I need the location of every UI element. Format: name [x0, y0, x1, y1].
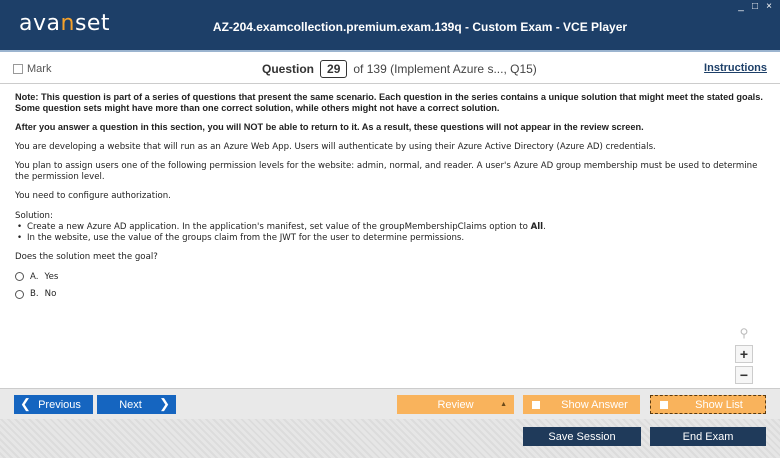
previous-label: Previous	[38, 398, 81, 411]
minimize-icon[interactable]: _	[738, 1, 744, 12]
chevron-left-icon: ❮	[20, 396, 31, 411]
question-paragraph-2: You plan to assign users one of the following permission levels for the website: admin, normal, and reader. A user's Azure AD group membership must be used to determine the permission level.	[15, 161, 758, 182]
review-button[interactable]	[397, 395, 514, 414]
window-controls	[736, 2, 774, 12]
answer-option-a[interactable]	[15, 272, 764, 283]
question-number-input[interactable]: 29	[320, 60, 347, 78]
checkbox-icon[interactable]	[660, 401, 668, 409]
next-button[interactable]	[97, 395, 176, 414]
previous-button[interactable]	[14, 395, 93, 414]
radio-icon[interactable]	[15, 272, 24, 281]
question-paragraph-3: You need to configure authorization.	[15, 191, 171, 201]
question-paragraph-1: You are developing a website that will run as an Azure Web App. Users will authenticate by using their Azure Active Directory (Azure AD) credentials.	[15, 141, 656, 152]
checkbox-icon[interactable]	[532, 401, 540, 409]
radio-icon[interactable]	[15, 290, 24, 299]
question-prompt: Does the solution meet the goal?	[15, 252, 158, 262]
solution-bullet-2: • In the website, use the value of the groups claim from the JWT for the user to determine permissions.	[15, 233, 764, 244]
option-letter: B.	[30, 289, 39, 299]
answer-option-b[interactable]	[15, 289, 764, 300]
solution-list	[15, 222, 764, 243]
question-warning: After you answer a question in this section, you will NOT be able to return to it. As a result, these questions will not appear in the review screen.	[15, 122, 644, 132]
zoom-in-button[interactable]: +	[735, 345, 753, 363]
zoom-tools	[735, 326, 753, 384]
question-content	[0, 84, 780, 388]
mark-label: Mark	[27, 63, 52, 75]
zoom-out-button[interactable]: −	[735, 366, 753, 384]
maximize-icon[interactable]: □	[751, 1, 759, 12]
question-note: Note: This question is part of a series of questions that present the same scenario. Each question in the series contains a unique solution that might meet the stated goals. Some question sets might have more than one correct solution, while others might not have a correct solution.	[15, 92, 763, 113]
window-title: AZ-204.examcollection.premium.exam.139q - Custom Exam - VCE Player	[212, 20, 628, 34]
end-exam-button[interactable]: End Exam	[650, 427, 766, 446]
show-answer-label: Show Answer	[561, 398, 628, 411]
title-bar	[0, 0, 780, 52]
question-header	[0, 54, 780, 84]
question-of-text: of 139 (Implement Azure s..., Q15)	[353, 62, 537, 76]
solution-block	[15, 211, 764, 244]
avanset-logo: avanset	[19, 11, 111, 36]
mark-checkbox[interactable]	[13, 63, 51, 75]
zoom-search-icon: ⚲	[739, 326, 749, 340]
checkbox-icon[interactable]	[13, 64, 23, 74]
option-text: Yes	[44, 271, 59, 282]
next-label: Next	[119, 398, 142, 411]
triangle-up-icon: ▲	[500, 401, 507, 408]
review-label: Review	[437, 398, 474, 411]
instructions-link[interactable]: Instructions	[704, 62, 767, 74]
option-text: No	[44, 289, 57, 299]
show-list-button[interactable]	[650, 395, 766, 414]
save-session-button[interactable]: Save Session	[523, 427, 641, 446]
chevron-right-icon: ❯	[159, 396, 170, 411]
question-navigator	[262, 60, 537, 78]
option-letter: A.	[30, 271, 39, 282]
close-icon[interactable]: ×	[766, 1, 772, 12]
show-list-label: Show List	[695, 398, 743, 411]
show-answer-button[interactable]	[523, 395, 640, 414]
solution-bullet-1: • Create a new Azure AD application. In the application's manifest, set value of the groupMembershipClaims option to All.	[15, 222, 764, 233]
question-label: Question	[262, 62, 315, 76]
solution-label: Solution:	[15, 210, 53, 221]
